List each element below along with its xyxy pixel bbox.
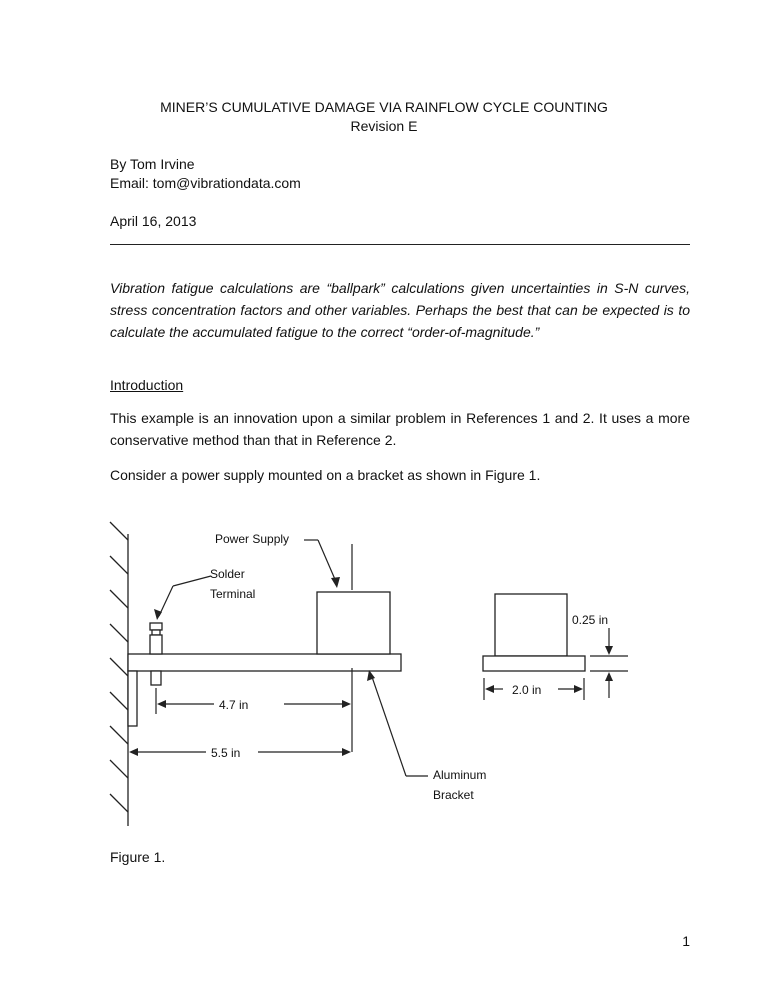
label-supply-distance: 5.5 in — [211, 746, 241, 760]
wall — [110, 522, 128, 826]
label-bracket-line2: Bracket — [433, 788, 474, 802]
introduction-heading: Introduction — [110, 377, 184, 393]
figure-caption: Figure 1. — [110, 849, 166, 865]
document-title: MINER’S CUMULATIVE DAMAGE VIA RAINFLOW CYCLE COUNTING — [160, 99, 608, 115]
label-thickness: 0.25 in — [572, 613, 609, 627]
label-solder-line1: Solder — [210, 567, 245, 581]
bracket-end-view — [483, 594, 585, 671]
label-bracket-line1: Aluminum — [433, 768, 487, 782]
solder-terminal — [150, 623, 162, 685]
document-revision: Revision E — [350, 118, 418, 134]
aluminum-bracket — [128, 654, 401, 726]
introduction-paragraph-2: Consider a power supply mounted on a bracket as shown in Figure 1. — [110, 467, 541, 483]
author-line: By Tom Irvine — [110, 156, 195, 172]
label-power-supply: Power Supply — [215, 532, 290, 546]
abstract-paragraph: Vibration fatigue calculations are “ballpark” calculations given uncertainties in S-N curves, stress concentration factors and other variables. Perhaps the best that can be expected is to calculate the accumulated fatigue to the correct “order-of-magnitude.” — [110, 280, 690, 340]
introduction-paragraph-1: This example is an innovation upon a similar problem in References 1 and 2. It uses a more conservative method than that in Reference 2. — [110, 410, 690, 448]
label-width: 2.0 in — [512, 683, 542, 697]
label-terminal-distance: 4.7 in — [219, 698, 249, 712]
email-line: Email: tom@vibrationdata.com — [110, 175, 301, 191]
document-date: April 16, 2013 — [110, 213, 197, 229]
page-number: 1 — [682, 933, 690, 949]
power-supply-box — [317, 592, 390, 654]
label-solder-line2: Terminal — [210, 587, 256, 601]
